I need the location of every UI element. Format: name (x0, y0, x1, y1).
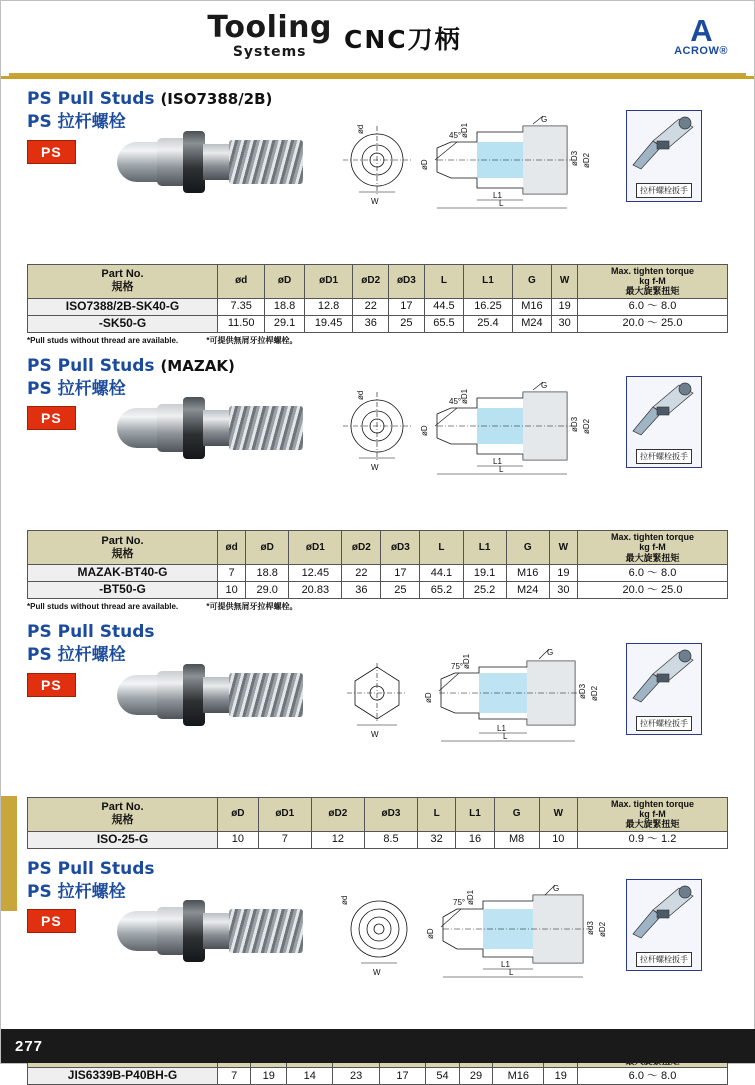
th-od1: øD1 (289, 531, 342, 565)
cell-od3: 17 (381, 565, 420, 582)
header-divider (9, 73, 746, 76)
cell-od: 29.1 (265, 315, 304, 332)
section-title-cn: PS 拉杆螺栓 (27, 112, 126, 133)
th-part-no-cn: 規格 (111, 814, 134, 827)
svg-text:ød3: ød3 (586, 921, 595, 936)
svg-text:øD3: øD3 (578, 683, 587, 699)
table-row (28, 315, 728, 332)
photo-part-body (203, 410, 231, 446)
photo-part-collar (183, 397, 205, 459)
cell-od-small: 7 (218, 565, 246, 582)
cell-od-small: 10 (218, 582, 246, 599)
section-title-main: PS Pull Studs (27, 355, 155, 376)
th-part-no-en: Part No. (101, 801, 144, 814)
ps-badge: PS (27, 140, 76, 164)
cell-od: 10 (218, 831, 259, 848)
section-iso25 (1, 612, 754, 849)
th-part-no-cn: 規格 (111, 281, 134, 294)
wrench-illustration (626, 376, 702, 468)
cell-od3: 17 (379, 1068, 425, 1085)
section-title-en (27, 346, 728, 377)
cell-od3: 8.5 (364, 831, 417, 848)
svg-text:L1: L1 (501, 960, 510, 970)
tooling-word: Tooling (207, 9, 332, 45)
section-title-main: PS Pull Studs (27, 622, 155, 643)
svg-text:øD1: øD1 (462, 653, 471, 669)
svg-text:G: G (541, 381, 548, 391)
cell-od1: 12.45 (289, 565, 342, 582)
th-w: W (539, 797, 577, 831)
cell-od1: 12.8 (304, 298, 353, 315)
svg-text:øD2: øD2 (582, 152, 591, 168)
ps-badge: PS (27, 673, 76, 697)
photo-part-thread (229, 140, 303, 184)
table-row (28, 582, 728, 599)
product-photo (117, 118, 302, 210)
th-torque-line2: kg f-M (639, 275, 666, 286)
th-l1: L1 (456, 797, 494, 831)
svg-text:L: L (509, 968, 514, 978)
svg-text:W: W (371, 729, 379, 739)
svg-text:L: L (499, 465, 504, 475)
th-od-small: ød (218, 531, 246, 565)
section-title-en (27, 79, 728, 110)
svg-text:øD1: øD1 (460, 122, 469, 138)
svg-text:75°: 75° (451, 661, 464, 671)
photo-part-collar (183, 131, 205, 193)
th-od1: øD1 (258, 797, 311, 831)
th-torque-line3: 最大旋緊扭矩 (625, 552, 680, 563)
cell-l: 54 (426, 1068, 459, 1085)
cell-w: 30 (552, 315, 578, 332)
photo-part-body (203, 913, 231, 949)
photo-part-thread (229, 673, 303, 717)
ps-badge: PS (27, 909, 76, 933)
section-title-cn: PS 拉杆螺栓 (27, 881, 126, 902)
th-od3: øD3 (381, 531, 420, 565)
svg-text:W: W (371, 196, 379, 206)
cell-g: M16 (512, 298, 551, 315)
cell-torque: 20.0 ～ 25.0 (578, 582, 728, 599)
th-torque-line3: 最大旋緊扭矩 (625, 286, 680, 297)
svg-text:75°: 75° (453, 898, 466, 908)
table-row (28, 1068, 728, 1085)
svg-text:G: G (541, 114, 548, 124)
systems-word: Systems (232, 43, 307, 60)
cell-od-small: 7 (218, 1068, 251, 1085)
wrench-caption: 拉杆螺栓扳手 (636, 952, 692, 967)
svg-text:øD: øD (420, 425, 429, 437)
th-torque-line2: kg f-M (639, 808, 666, 819)
wrench-icon (627, 880, 701, 944)
cell-l1: 29 (459, 1068, 492, 1085)
note-cn: *可提供無屑牙拉桿螺栓。 (206, 602, 298, 612)
th-torque-line1: Max. tighten torque (611, 798, 694, 809)
cell-w: 19 (544, 1068, 578, 1085)
svg-text:W: W (371, 463, 379, 473)
cell-part-no: -SK50-G (28, 315, 218, 332)
th-l: L (424, 264, 463, 298)
cell-od-small: 7.35 (218, 298, 265, 315)
cell-part-no: ISO-25-G (28, 831, 218, 848)
cell-torque: 6.0 ～ 8.0 (578, 298, 728, 315)
svg-text:øD: øD (424, 691, 433, 703)
wrench-illustration (626, 643, 702, 735)
svg-text:ød: ød (356, 124, 365, 134)
page-number: 277 (15, 1037, 44, 1055)
photo-part-body (203, 677, 231, 713)
th-w: W (552, 264, 578, 298)
th-torque-line2: kg f-M (639, 542, 666, 553)
th-od2: øD2 (311, 797, 364, 831)
cell-l1: 19.1 (463, 565, 506, 582)
cell-l1: 16 (456, 831, 494, 848)
cell-l: 44.1 (420, 565, 463, 582)
product-photo (117, 651, 302, 743)
table-header-row (28, 531, 728, 565)
page-footer (1, 1029, 755, 1063)
th-w: W (549, 531, 577, 565)
cell-part-no: MAZAK-BT40-G (28, 565, 218, 582)
cell-g: M24 (506, 582, 549, 599)
th-od3: øD3 (364, 797, 417, 831)
cell-part-no: ISO7388/2B-SK40-G (28, 298, 218, 315)
section-title-en (27, 849, 728, 880)
th-part-no-cn: 規格 (111, 547, 134, 560)
wrench-illustration (626, 879, 702, 971)
wrench-caption: 拉杆螺栓扳手 (636, 716, 692, 731)
table-note (27, 335, 728, 346)
header-title-group (11, 9, 658, 65)
th-l: L (420, 531, 463, 565)
th-g: G (494, 797, 539, 831)
wrench-caption: 拉杆螺栓扳手 (636, 449, 692, 464)
th-l1: L1 (464, 264, 513, 298)
tooling-systems-logo (207, 9, 332, 60)
note-en: *Pull studs without thread are available. (27, 335, 179, 345)
cell-od1: 19.45 (304, 315, 353, 332)
cell-torque: 20.0 ～ 25.0 (578, 315, 728, 332)
th-part-no (28, 264, 218, 298)
cell-od3: 25 (381, 582, 420, 599)
photo-part-collar (183, 664, 205, 726)
wrench-icon (627, 644, 701, 708)
th-od: øD (246, 531, 289, 565)
cell-od3: 25 (389, 315, 425, 332)
page-header (1, 1, 754, 79)
table-header-row (28, 264, 728, 298)
svg-text:L1: L1 (493, 190, 502, 200)
cell-od2: 23 (333, 1068, 379, 1085)
cell-w: 10 (539, 831, 577, 848)
ps-badge: PS (27, 406, 76, 430)
th-torque-line3: 最大旋緊扭矩 (625, 819, 680, 830)
svg-text:øD: øD (426, 928, 435, 940)
th-g: G (506, 531, 549, 565)
cell-w: 30 (549, 582, 577, 599)
section-title-paren: (ISO7388/2B) (160, 90, 273, 108)
cell-torque: 6.0 ～ 8.0 (578, 1068, 728, 1085)
th-torque (578, 531, 728, 565)
table-header-row (28, 797, 728, 831)
th-part-no-en: Part No. (101, 534, 144, 547)
svg-text:ød: ød (356, 390, 365, 401)
cell-l: 32 (418, 831, 456, 848)
th-od1: øD1 (304, 264, 353, 298)
wrench-icon (627, 111, 701, 175)
svg-text:øD2: øD2 (582, 418, 591, 435)
svg-text:L1: L1 (493, 457, 502, 467)
note-cn: *可提供無屑牙拉桿螺栓。 (206, 335, 298, 345)
photo-part-collar (183, 900, 205, 962)
spec-table-mazak (27, 530, 728, 599)
cell-part-no: JIS6339B-P40BH-G (28, 1068, 218, 1085)
acrow-logo (658, 12, 744, 59)
section-iso7388 (1, 79, 754, 346)
cell-g: M8 (494, 831, 539, 848)
product-photo (117, 887, 302, 979)
svg-text:øD1: øD1 (460, 388, 469, 405)
cell-od1: 14 (287, 1068, 333, 1085)
product-photo (117, 384, 302, 476)
cell-l: 44.5 (424, 298, 463, 315)
section-title-main: PS Pull Studs (27, 89, 155, 109)
th-torque-line1: Max. tighten torque (611, 532, 694, 543)
spec-table-iso25 (27, 797, 728, 849)
acrow-logo-text: ACROW® (674, 45, 728, 58)
cell-od2: 12 (311, 831, 364, 848)
svg-text:øD3: øD3 (570, 150, 579, 166)
cell-od2: 22 (342, 565, 381, 582)
section-mazak (1, 346, 754, 613)
svg-text:L: L (499, 198, 504, 208)
cell-l1: 25.4 (464, 315, 513, 332)
cell-torque: 0.9 ～ 1.2 (578, 831, 728, 848)
photo-part-thread (229, 406, 303, 450)
svg-text:øD1: øD1 (466, 889, 475, 906)
cell-od2: 36 (342, 582, 381, 599)
note-en: *Pull studs without thread are available. (27, 602, 179, 612)
section-title-cn: PS 拉杆螺栓 (27, 378, 126, 399)
cnc-title: CNC刀柄 (343, 24, 462, 54)
cell-l1: 25.2 (463, 582, 506, 599)
table-note (27, 601, 728, 612)
cell-g: M24 (512, 315, 551, 332)
svg-text:G: G (553, 884, 560, 894)
svg-text:W: W (373, 968, 381, 978)
cell-g: M16 (506, 565, 549, 582)
svg-text:L1: L1 (497, 723, 506, 733)
cell-w: 19 (549, 565, 577, 582)
spec-table-iso7388 (27, 264, 728, 333)
cell-l1: 16.25 (464, 298, 513, 315)
wrench-caption: 拉杆螺栓扳手 (636, 183, 692, 198)
th-od: øD (265, 264, 304, 298)
svg-text:G: G (547, 647, 554, 657)
cell-od1: 7 (258, 831, 311, 848)
cell-od2: 22 (353, 298, 389, 315)
cell-od: 19 (251, 1068, 287, 1085)
photo-part-thread (229, 909, 303, 953)
cell-od: 18.8 (246, 565, 289, 582)
cell-l: 65.5 (424, 315, 463, 332)
table-row (28, 565, 728, 582)
cell-od: 18.8 (265, 298, 304, 315)
th-l1: L1 (463, 531, 506, 565)
table-row (28, 298, 728, 315)
th-part-no-en: Part No. (101, 268, 144, 281)
cell-od-small: 11.50 (218, 315, 265, 332)
th-l: L (418, 797, 456, 831)
section-title-cn: PS 拉杆螺栓 (27, 645, 126, 666)
cell-g: M16 (493, 1068, 544, 1085)
photo-part-body (203, 144, 231, 180)
th-torque-line1: Max. tighten torque (611, 265, 694, 276)
wrench-icon (627, 377, 701, 441)
th-od: øD (218, 797, 259, 831)
svg-text:øD2: øD2 (590, 685, 599, 701)
cell-torque: 6.0 ～ 8.0 (578, 565, 728, 582)
svg-text:øD2: øD2 (598, 921, 607, 938)
cell-w: 19 (552, 298, 578, 315)
section-title-paren: (MAZAK) (160, 356, 235, 375)
cell-part-no: -BT50-G (28, 582, 218, 599)
th-torque (578, 797, 728, 831)
th-od3: øD3 (389, 264, 425, 298)
svg-text:L: L (503, 731, 508, 741)
th-part-no (28, 531, 218, 565)
section-title-en (27, 612, 728, 643)
cell-od3: 17 (389, 298, 425, 315)
table-row (28, 831, 728, 848)
svg-text:øD: øD (420, 158, 429, 170)
svg-text:øD3: øD3 (570, 416, 579, 433)
acrow-logo-mark: A (690, 12, 712, 48)
wrench-illustration (626, 110, 702, 202)
th-g: G (512, 264, 551, 298)
svg-text:45°: 45° (449, 397, 462, 407)
th-od2: øD2 (342, 531, 381, 565)
th-od2: øD2 (353, 264, 389, 298)
cell-od1: 20.83 (289, 582, 342, 599)
th-part-no (28, 797, 218, 831)
th-torque (578, 264, 728, 298)
cell-l: 65.2 (420, 582, 463, 599)
th-od-small: ød (218, 264, 265, 298)
cell-od2: 36 (353, 315, 389, 332)
svg-text:45°: 45° (449, 130, 462, 140)
svg-text:ød: ød (340, 895, 349, 906)
cell-od: 29.0 (246, 582, 289, 599)
section-title-main: PS Pull Studs (27, 858, 155, 879)
